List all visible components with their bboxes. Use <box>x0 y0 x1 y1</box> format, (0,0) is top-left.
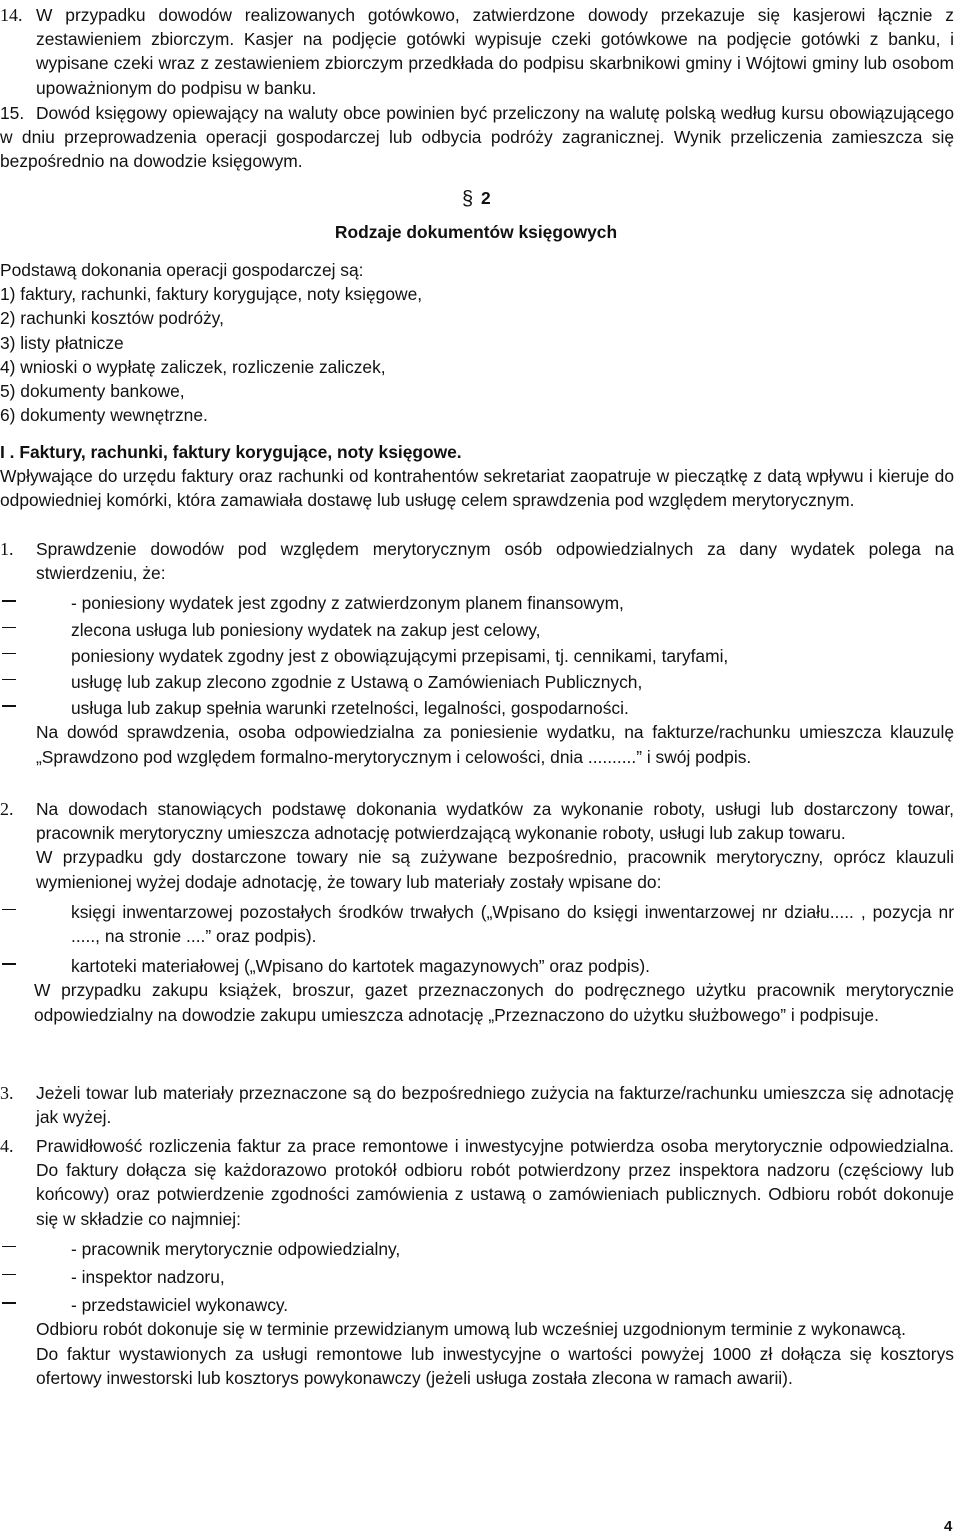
item-text: Sprawdzenie dowodów pod względem merytorycznym osób odpowiedzialnych za dany wydatek polega na stwierdzeniu, że: <box>36 539 954 584</box>
item-1 <box>0 537 954 769</box>
item-2 <box>0 797 954 1027</box>
section-number: 2 <box>481 188 491 208</box>
item-4 <box>0 1134 954 1390</box>
paragraph-14 <box>0 3 954 100</box>
item-text-continued: W przypadku gdy dostarczone towary nie są zużywane bezpośrednio, pracownik merytoryczny, oprócz klauzuli wymienionej wyżej dodaje adnotację, że towary lub materiały zostały wpisane do: <box>36 847 954 892</box>
document-types <box>0 258 954 427</box>
list-item: księgi inwentarzowej pozostałych środków trwałych („Wpisano do księgi inwentarzowej nr działu..... , pozycja nr ....., na stronie ....” oraz podpis). <box>0 900 954 948</box>
item-note: Do faktur wystawionych za usługi remontowe lub inwestycyjne o wartości powyżej 1000 zł dołącza się kosztorys ofertowy inwestorski lub kosztorys powykonawczy (jeżeli usługa została zlecona w ramach awarii). <box>36 1343 954 1388</box>
part-heading: I . Faktury, rachunki, faktury korygujące, noty księgowe. <box>0 442 462 462</box>
intro-text: Podstawą dokonania operacji gospodarczej są: <box>0 260 364 280</box>
paragraph-text: Dowód księgowy opiewający na waluty obce powinien być przeliczony na walutę polską według kursu obowiązującego w dniu przeprowadzenia operacji gospodarczej lub odbycia podróży zagranicznej. Wynik przeliczenia zamieszcza się bezpośrednio na dowodzie księgowym. <box>0 103 954 172</box>
list-item: 4) wnioski o wypłatę zaliczek, rozliczenie zaliczek, <box>0 356 386 377</box>
item-note: Odbioru robót dokonuje się w terminie przewidzianym umową lub wcześniej uzgodnionym terminie z wykonawcą. <box>36 1319 906 1340</box>
item-3 <box>0 1081 954 1129</box>
list-item: poniesiony wydatek zgodny jest z obowiązującymi przepisami, tj. cennikami, taryfami, <box>0 644 954 668</box>
list-item: - przedstawiciel wykonawcy. <box>0 1293 954 1317</box>
item-number: 4. <box>0 1136 14 1156</box>
list-item: usługa lub zakup spełnia warunki rzetelności, legalności, gospodarności. <box>0 696 954 720</box>
list-item: 6) dokumenty wewnętrzne. <box>0 405 208 426</box>
dash-bullet-icon <box>0 1293 71 1317</box>
list-item: - inspektor nadzoru, <box>0 1265 954 1289</box>
paragraph-number: 15. <box>0 103 25 123</box>
list-item: 2) rachunki kosztów podróży, <box>0 308 224 329</box>
dash-bullet-icon <box>0 954 71 978</box>
dash-bullet-icon <box>0 1237 71 1261</box>
paragraph-15 <box>0 101 954 174</box>
list-item: 3) listy płatnicze <box>0 332 124 353</box>
list-item: 1) faktury, rachunki, faktury korygujące, noty księgowe, <box>0 284 423 305</box>
list-item: - poniesiony wydatek jest zgodny z zatwierdzonym planem finansowym, <box>0 591 954 615</box>
list-item: kartoteki materiałowej („Wpisano do kartotek magazynowych” oraz podpis). <box>0 954 954 978</box>
item-note: Na dowód sprawdzenia, osoba odpowiedzialna za poniesienie wydatku, na fakturze/rachunku umieszcza klauzulę „Sprawdzono pod względem formalno-merytorycznym i celowości, dnia ..........” i swój podpis. <box>36 722 954 767</box>
page-number: 4 <box>944 1518 953 1535</box>
item-number: 1. <box>0 539 14 559</box>
section-title: Rodzaje dokumentów księgowych <box>334 222 618 242</box>
paragraph-text: W przypadku dowodów realizowanych gotówkowo, zatwierdzone dowody przekazuje się kasjerowi łącznie z zestawieniem zbiorczym. Kasjer na podjęcie gotówki wypisuje czeki gotówkowe na podjęcie gotówki z banku, i wypisane czeki wraz z zestawieniem zbiorczym przedkłada do podpisu skarbnikowi gminy i Wójtowi gminy lub osobom upoważnionym do podpisu w banku. <box>36 5 954 98</box>
item-text: Na dowodach stanowiących podstawę dokonania wydatków za wykonanie roboty, usługi lub dostarczony towar, pracownik merytoryczny umieszcza adnotację potwierdzającą wykonanie roboty, usługi lub zakup towaru. <box>36 799 954 844</box>
section-sign: § <box>462 188 474 210</box>
item-text: Jeżeli towar lub materiały przeznaczone są do bezpośredniego zużycia na fakturze/rachunku umieszcza się adnotację jak wyżej. <box>36 1083 954 1128</box>
dash-bullet-icon <box>0 696 71 720</box>
list-item: usługę lub zakup zlecono zgodnie z Ustawą o Zamówieniach Publicznych, <box>0 670 954 694</box>
item-number: 2. <box>0 799 14 819</box>
dash-bullet-icon <box>0 644 71 668</box>
list-item: zlecona usługa lub poniesiony wydatek na zakup jest celowy, <box>0 618 954 642</box>
part-intro: Wpływające do urzędu faktury oraz rachunki od kontrahentów sekretariat zaopatruje w pieczątkę z datą wpływu i kieruje do odpowiedniej komórki, która zamawiała dostawę lub usługę celem sprawdzenia pod względem merytorycznym. <box>0 466 954 511</box>
paragraph-number: 14. <box>0 5 23 25</box>
dash-bullet-icon <box>0 1265 71 1289</box>
dash-bullet-icon <box>0 900 71 924</box>
item-note: W przypadku zakupu książek, broszur, gazet przeznaczonych do podręcznego użytku pracownik merytorycznie odpowiedzialny na dowodzie zakupu umieszcza adnotację „Przeznaczono do użytku służbowego” i podpisuje. <box>34 980 954 1025</box>
dash-bullet-icon <box>0 670 71 694</box>
list-item: 5) dokumenty bankowe, <box>0 381 185 402</box>
item-text: Prawidłowość rozliczenia faktur za prace remontowe i inwestycyjne potwierdza osoba merytorycznie odpowiedzialna. Do faktury dołącza się każdorazowo protokół odbioru robót potwierdzony przez inspektora nadzoru (częściowy lub końcowy) oraz potwierdzenie zgodności zamówienia z ustawą o zamówieniach publicznych. Odbioru robót dokonuje się w składzie co najmniej: <box>36 1136 954 1229</box>
dash-bullet-icon <box>0 591 71 615</box>
list-item: - pracownik merytorycznie odpowiedzialny, <box>0 1237 954 1261</box>
dash-bullet-icon <box>0 618 71 642</box>
item-number: 3. <box>0 1083 14 1103</box>
part-1 <box>0 440 954 513</box>
